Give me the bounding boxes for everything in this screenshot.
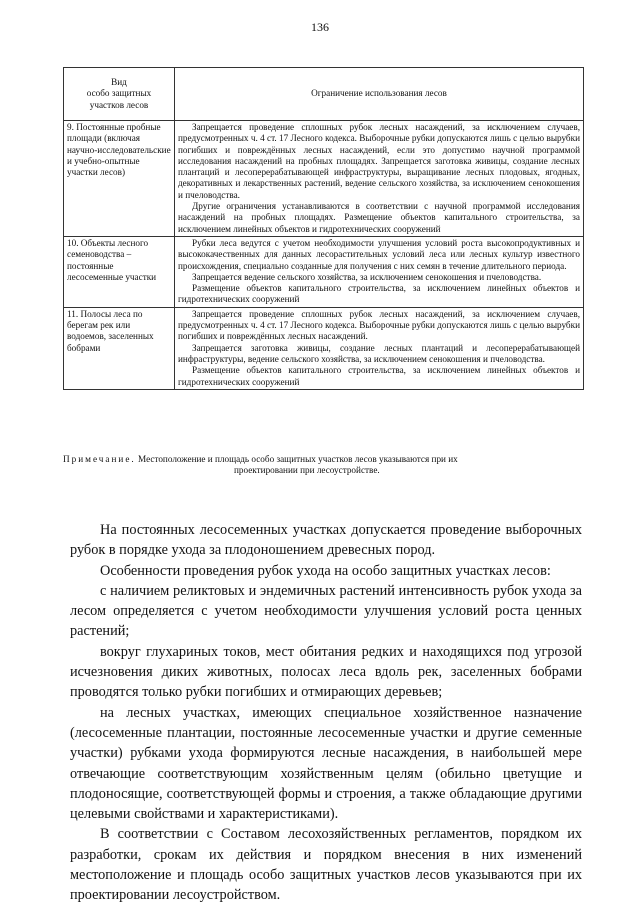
body-paragraph: Особенности проведения рубок ухода на особо защитных участках лесов: — [100, 562, 551, 579]
restriction-paragraph: Размещение объектов капитального строительства, за исключением линейных объектов и гидротехнических сооружений — [178, 283, 580, 305]
restriction-paragraph: Запрещается проведение сплошных рубок лесных насаждений, за исключением случаев, предусмотренных ч. 4 ст. 17 Лесного кодекса. Выборочные рубки допускаются лишь с целью вырубки погибших и повреждённых лесных насаждений. — [178, 308, 580, 342]
restrictions-table — [63, 67, 584, 390]
body-paragraph: В соответствии с Составом лесохозяйственных регламентов, порядком их разработки, срокам их действия и порядком внесения в них изменений местоположение и площадь особо защитных участков лесов указываются при их проектировании лесоустройством. — [70, 826, 582, 904]
row-restriction-cell — [175, 236, 584, 307]
row-type-cell: 10. Объекты лесного семеноводства – постоянные лесосеменные участки — [64, 236, 175, 307]
table-note — [63, 454, 585, 476]
table-row — [64, 307, 584, 389]
note-text: Местоположение и площадь особо защитных участков лесов указываются при их — [138, 454, 458, 464]
note-text-continued: проектировании при лесоустройстве. — [234, 465, 380, 475]
row-restriction-cell — [175, 121, 584, 237]
restriction-paragraph: Другие ограничения устанавливаются в соответствии с научной программой исследования насаждений на пробных площадях. Размещение объектов капитального строительства, за исключением линейных объектов и гидротехнических сооружений — [178, 201, 580, 234]
body-paragraph: На постоянных лесосеменных участках допускается проведение выборочных рубок в порядке ухода за плодоношением древесных пород. — [70, 522, 582, 559]
table-header-row — [64, 68, 584, 121]
row-type-cell: 11. Полосы леса по берегам рек или водоемов, заселенных бобрами — [64, 307, 175, 389]
table-row — [64, 236, 584, 307]
row-type-cell: 9. Постоянные пробные площади (включая научно-исследовательские и учебно-опытные участки лесов) — [64, 121, 175, 237]
page-number: 136 — [311, 20, 329, 34]
header-restriction: Ограничение использования лесов — [175, 68, 584, 121]
body-paragraph: с наличием реликтовых и эндемичных растений интенсивность рубок ухода за лесом определяется с учетом необходимости улучшения условий роста ценных растений; — [70, 582, 582, 640]
body-paragraph: вокруг глухариных токов, мест обитания редких и находящихся под угрозой исчезновения диких животных, полосах леса вдоль рек, заселенных бобрами проводятся только рубки погибших и отмирающих деревьев; — [70, 643, 582, 701]
row-restriction-cell — [175, 307, 584, 389]
restriction-paragraph: Размещение объектов капитального строительства, за исключением линейных объектов и гидротехнических сооружений — [178, 365, 580, 387]
restriction-paragraph: Рубки леса ведутся с учетом необходимости улучшения условий роста высокопродуктивных и высококачественных для данных лесорастительных условий леса или лесных культур известного происхождения, специально созданные для получения с них семян в течение длительного периода. — [178, 237, 580, 271]
restriction-paragraph: Запрещается ведение сельского хозяйства, за исключением сенокошения и пчеловодства. — [192, 271, 542, 282]
body-text — [70, 520, 582, 906]
header-type: Вид особо защитных участков лесов — [64, 68, 175, 121]
note-label: Примечание. — [63, 454, 136, 464]
body-paragraph: на лесных участках, имеющих специальное хозяйственное назначение (лесосеменные плантации, постоянные лесосеменные участки и другие семенные участки) рубками ухода формируются лесные насаждения, в наибольшей мере отвечающие соответствующим хозяйственным целям (обильно цветущие и плодоносящие, соответствующей формы и строения, а также обладающие другими целевыми свойствами и характеристиками). — [70, 704, 582, 823]
restriction-paragraph: Запрещается заготовка живицы, создание лесных плантаций и лесоперерабатывающей инфраструктуры, ведение сельского хозяйства, за исключением сенокошения и пчеловодства. — [178, 342, 580, 364]
table-row — [64, 121, 584, 237]
restriction-paragraph: Запрещается проведение сплошных рубок лесных насаждений, за исключением случаев, предусмотренных ч. 4 ст. 17 Лесного кодекса. Выборочные рубки допускаются лишь с целью вырубки погибших и повреждённых лесных насаждений, если это допустимо научной программой исследования насаждений на пробных площадях. Запрещается заготовка живицы, создание лесных плантаций и лесоперерабатывающей инфраструктуры, выращивание лесных плодовых, ягодных, декоративных и лекарственных растений, ведение сельского хозяйства, за исключением сенокошения и пчеловодства. — [178, 122, 580, 200]
